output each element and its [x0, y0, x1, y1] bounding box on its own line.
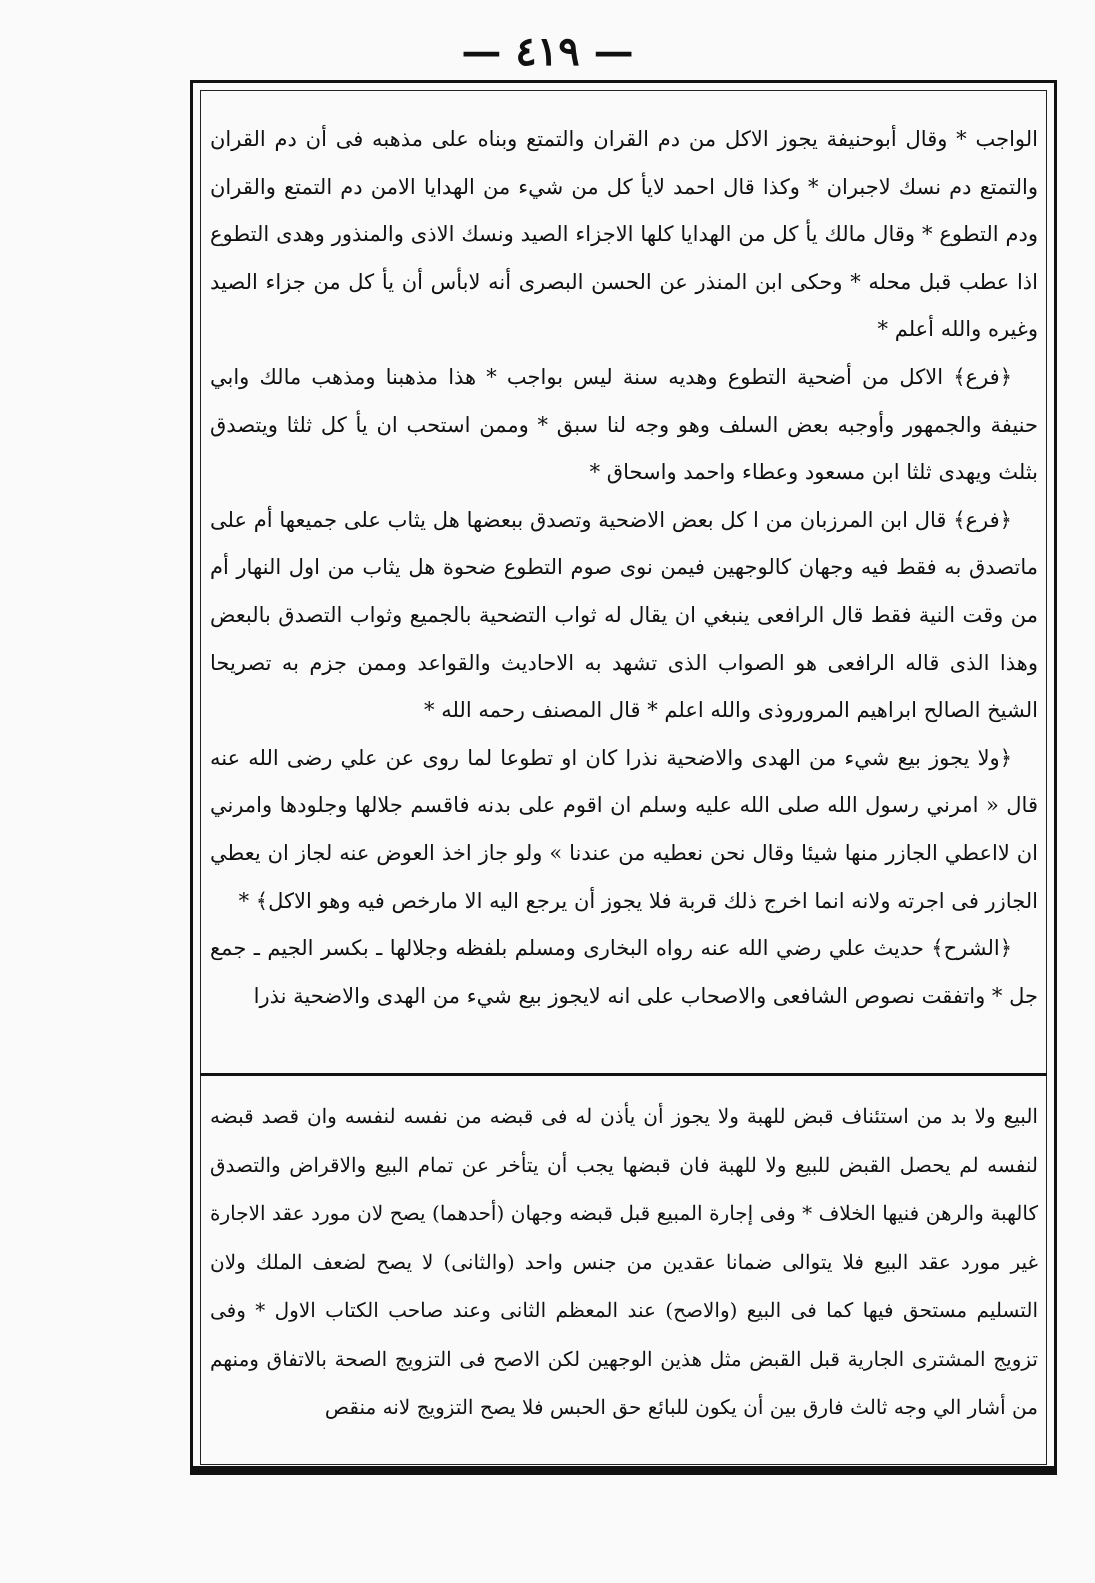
paragraph: الواجب * وقال أبوحنيفة يجوز الاكل من دم القران والتمتع وبناه على مذهبه فى أن دم القران والتمتع دم نسك لاجبران * وكذا قال احمد لايأ كل من شيء من الهدايا الامن دم التمتع والقران ودم التطوع * وقال مالك يأ كل من الهدايا كلها الاجزاء الصيد ونسك الاذى والمنذور وهدى التطوع اذا عطب قبل محله * وحكى ابن المنذر عن الحسن البصرى أنه لابأس أن يأ كل من جزاء الصيد وغيره والله أعلم *	[210, 127, 1038, 342]
paragraph: ﴿ولا يجوز بيع شيء من الهدى والاضحية نذرا كان او تطوعا لما روى عن علي رضى الله عنه قال « امرني رسول الله صلى الله عليه وسلم ان اقوم على بدنه فاقسم جلالها وجلودها وامرني ان لااعطي الجازر منها شيئا وقال نحن نعطيه من عندنا » ولو جاز اخذ العوض عنه لجاز ان يعطي الجازر فى اجرته ولانه انما اخرج ذلك قربة فلا يجوز أن يرجع اليه الا مارخص فيه وهو الاكل﴾ *	[210, 745, 1038, 913]
paragraph: ﴿فرع﴾ قال ابن المرزبان من ا كل بعض الاضحية وتصدق ببعضها هل يثاب على جميعها أم على ماتصدق به فقط فيه وجهان كالوجهين فيمن نوى صوم التطوع ضحوة هل يثاب من اول النهار أم من وقت النية فقط قال الرافعى ينبغي ان يقال له ثواب التضحية بالجميع وثواب التصدق بالبعض وهذا الذى قاله الرافعى هو الصواب الذى تشهد به الاحاديث والقواعد وممن جزم به تصريحا الشيخ الصالح ابراهيم المروروذى والله اعلم * قال المصنف رحمه الله *	[210, 507, 1038, 723]
bottom-rule	[190, 1466, 1057, 1472]
footnote-paragraph: البيع ولا بد من استئناف قبض للهبة ولا يجوز أن يأذن له فى قبضه من نفسه لنفسه وان قصد قبضه لنفسه لم يحصل القبض للبيع ولا للهبة فان قبضها يجب أن يتأخر عن تمام البيع والاقراض والتصدق كالهبة والرهن فنيها الخلاف * وفى إجارة المبيع قبل قبضه وجهان (أحدهما) يصح لان مورد عقد الاجارة غير مورد عقد البيع فلا يتوالى ضمانا عقدين من جنس واحد (والثانى) لا يصح لضعف الملك ولان التسليم مستحق فيها كما فى البيع (والاصح) عند المعظم الثانى وعند صاحب الكتاب الاول * وفى تزويج المشترى الجارية قبل القبض مثل هذين الوجهين لكن الاصح فى التزويج الصحة بالاتفاق ومنهم من أشار الي وجه ثالث فارق بين أن يكون للبائع حق الحبس فلا يصح التزويج لانه منقص	[210, 1104, 1038, 1419]
paragraph: ﴿فرع﴾ الاكل من أضحية التطوع وهديه سنة ليس بواجب * هذا مذهبنا ومذهب مالك وابي حنيفة والجمهور وأوجبه بعض السلف وهو وجه لنا سبق * وممن استحب ان يأ كل ثلثا ويتصدق بثلث ويهدى ثلثا ابن مسعود وعطاء واحمد واسحاق *	[210, 364, 1038, 485]
main-text	[210, 116, 1038, 1020]
footnote-text	[210, 1092, 1038, 1432]
paragraph: ﴿الشرح﴾ حديث علي رضي الله عنه رواه البخارى ومسلم بلفظه وجلالها ـ بكسر الجيم ـ جمع جل * واتفقت نصوص الشافعى والاصحاب على انه لايجوز بيع شيء من الهدى والاضحية نذرا	[210, 936, 1038, 1008]
footnote-divider	[200, 1073, 1047, 1076]
page-number: — ٤١٩ —	[461, 28, 634, 75]
